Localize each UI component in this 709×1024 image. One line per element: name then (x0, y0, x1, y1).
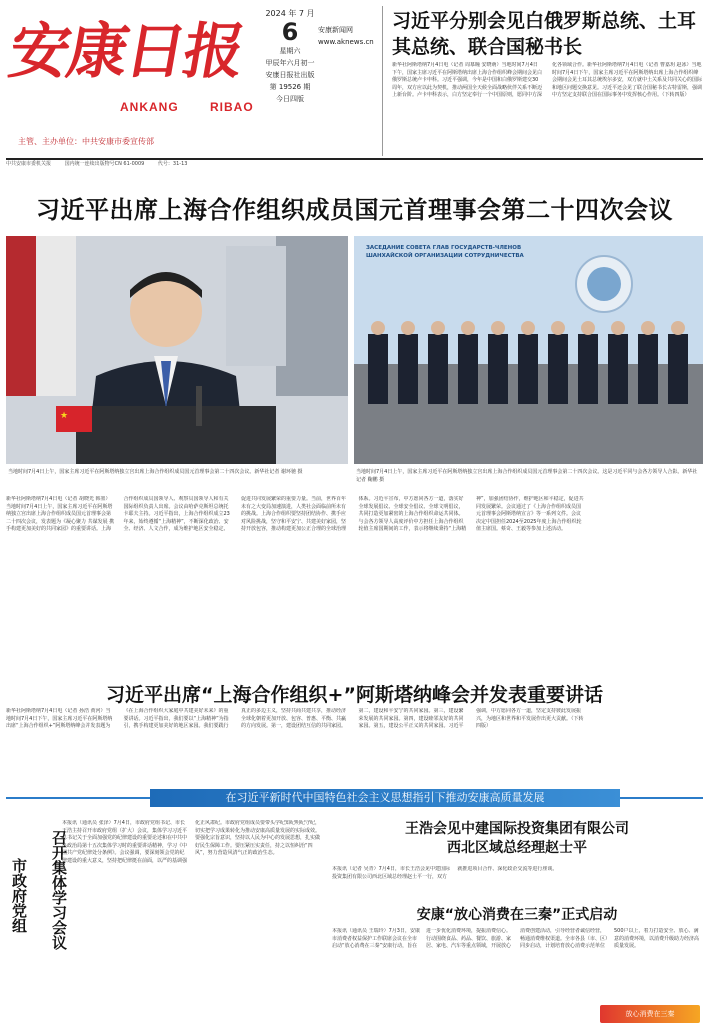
meta-item: 国内统一连续出版物号CN 61-0009 (64, 161, 145, 167)
masthead-slogan: 主管、主办单位：中共安康市委宣传部 (18, 137, 154, 146)
second-headline[interactable]: 习近平出席“上海合作组织+”阿斯塔纳峰会并发表重要讲话 (106, 684, 603, 706)
photo-leader-speech (6, 236, 348, 464)
publisher-info (318, 10, 374, 48)
story5-headline[interactable]: 安康“放心消费在三秦”正式启动 (416, 907, 618, 923)
meta-bar (6, 158, 703, 168)
second-story-body: 新华社阿斯塔纳7月4日电（记者 孙浩 黄河）当地时间7月4日下午，国家主席习近平在阿斯塔纳出席“上海合作组织+”阿斯塔纳峰会并发表题为《在上海合作组织大家庭中共建美好未来》的重要讲话。习近平指出，我们要以“上海精神”为指引，携手构建更加美好的地区家园。我们要践行真正的多边主义，坚持共商共建共享，推动经济全球化朝着更加开放、包容、普惠、平衡、共赢的方向发展。第一，建设团结互信的共同家园。第二，建设和平安宁的共同家园。第三，建设繁荣发展的共同家园。第四，建设睦邻友好的共同家园。第五，建设公平正义的共同家园。习近平强调，中方愿同各方一道，坚定支持彼此发展振兴，为地区和世界和平发展作出更大贡献。（下转四版） (6, 708, 584, 730)
logo-pinyin-left: ANKANG (120, 100, 179, 114)
story5-body: 本报讯（通讯员 王瑞玲）7月3日，安康市消费者权益保护工作联席会议在全市启动“放心消费在三秦”安康行动，旨在进一步优化消费环境，提振消费信心。行动围绕食品、药品、餐饮、旅游、家居、家电、汽车等重点领域，开展放心消费创建活动，引导经营者诚信经营，畅通消费维权渠道。全市各县（市、区）同步启动，计划培育放心消费示范单位500户以上，着力打造安全、放心、满意的消费环境，以消费升级助力经济高质量发展。 (332, 928, 700, 950)
story3-headline[interactable]: 召开集体学习会议 (50, 830, 68, 950)
logo-calligraphy: 安康日报 (3, 17, 249, 87)
story4-title-line2: 西北区域总经理赵士平 (447, 840, 587, 856)
newspaper-logo (3, 6, 260, 116)
date-year-month: 2024 年 7 月 (265, 9, 315, 18)
meta-item: 代号：31-13 (157, 161, 188, 167)
top-story-headline[interactable]: 习近平分别会见白俄罗斯总统、土耳其总统、联合国秘书长 (392, 10, 697, 58)
photo-group-illustration (354, 236, 703, 464)
lead-story-body: 新华社阿斯塔纳7月4日电（记者 胡晓光 韩墨）当地时间7月4日上午，国家主席习近平在阿斯塔纳独立宫出席上海合作组织成员国元首理事会第二十四次会议，发表题为《凝心聚力 共谋发展 携手构建更加美好的共同家园》的重要讲话。上海合作组织成员国领导人、观察员国领导人和有关国际组织负责人出席。会议由哈萨克斯坦总统托卡耶夫主持。习近平指出，上海合作组织成立23年来，始终遵循“上海精神”，不断深化政治、安全、经济、人文合作，成为维护地区安全稳定、促进共同发展繁荣的重要力量。当前，世界百年未有之大变局加速演进，人类社会面临前所未有的挑战。上海合作组织要坚持团结协作、携手应对风险挑战，坚守和平安宁、共建美好家园，坚持开放包容，推动构建更加公正合理的全球治理体系。习近平宣布，中方愿同各方一道，落实好全球发展倡议、全球安全倡议、全球文明倡议，共同打造更加紧密的上海合作组织命运共同体。与会各方领导人高度评价中方担任上海合作组织轮值主席国期间的工作，表示将继续秉持“上海精神”，加强团结协作，维护地区和平稳定，促进共同发展繁荣。会议通过了《上海合作组织成员国元首理事会阿斯塔纳宣言》等一系列文件。会议决定中国担任2024至2025年度上海合作组织轮值主席国。蔡奇、王毅等参加上述活动。 (6, 496, 584, 533)
story3-body: 本报讯（通讯员 张泽）7月4日，市政府党组书记、市长王浩主持召开市政府党组（扩大）会议，集体学习习近平总书记关于全面加强党的纪律建设的重要论述和在中共中央政治局第十五次集体学习时的重要讲话精神，学习《中国共产党纪律处分条例》。会议强调，要深刻领会党的纪律建设的重大意义，坚持把纪律挺在前面，以严的基调强化正风肃纪。市政府党组成员要带头学纪知纪明纪守纪，切实把学习成果转化为推动安康高质量发展的实际成效。要强化宗旨意识，坚持以人民为中心的发展思想，扎实做好民生保障工作。要压紧压实责任，持之以恒纠治“四风”，努力营造风清气正的政治生态。 (62, 820, 321, 864)
date-lunar: 甲辰年六月初一 (265, 59, 315, 67)
publisher-name: 安康日报社出版 (265, 71, 315, 79)
photo-right-caption: 当地时间7月4日上午，国家主席习近平在阿斯塔纳独立宫出席上海合作组织成员国元首理事会第二十四次会议。这是习近平同与会各方领导人合影。新华社记者 鞠鹏 摄 (356, 469, 698, 483)
site-label: 安康新闻网 (318, 26, 353, 34)
lead-headline[interactable]: 习近平出席上海合作组织成员国元首理事会第二十四次会议 (36, 196, 673, 224)
story4-headline[interactable] (332, 820, 702, 858)
logo-pinyin-right: RIBAO (210, 100, 254, 114)
svg-text:★: ★ (60, 411, 69, 421)
meta-item: 中共安康市委机关报 (6, 161, 52, 167)
photo-leader-illustration (6, 236, 348, 464)
story4-body: 本报讯（记者 吴青）7月4日，市长王浩会见中建国际投资集团有限公司西北区域总经理赵士平一行，双方就推进项目合作、深化政企交流等进行座谈。 (332, 866, 558, 880)
story4-title-line1: 王浩会见中建国际投资集团有限公司 (405, 821, 629, 837)
photo-left-caption: 当地时间7月4日上午，国家主席习近平在阿斯塔纳独立宫出席上海合作组织成员国元首理事会第二十四次会议。新华社记者 谢环驰 摄 (8, 469, 303, 475)
theme-banner: 在习近平新时代中国特色社会主义思想指引下推动安康高质量发展 (150, 789, 620, 807)
photo-group (354, 236, 703, 464)
site-url[interactable]: www.aknews.cn (318, 38, 374, 46)
story3-kicker: 市政府党组 (10, 858, 28, 933)
top-story-body: 新华社阿斯塔纳7月4日电（记者 周慕瞳 安晓萌）当地时间7月4日下午，国家主席习近平在阿斯塔纳出席上海合作组织峰会期间会见白俄罗斯总统卢卡申科。习近平强调，今年是中国和白俄罗斯建交30周年，双方应以此为契机，推动两国全天候全面战略伙伴关系不断迈上新台阶。卢卡申科表示，白方坚定奉行一个中国原则，愿同中方深化各领域合作。新华社阿斯塔纳7月4日电（记者 曹嘉玥 赵冰）当地时间7月4日下午，国家主席习近平在阿斯塔纳出席上海合作组织峰会期间会见土耳其总统埃尔多安，双方就中土关系及共同关心的国际和地区问题交换意见。习近平还会见了联合国秘书长古特雷斯，强调中方坚定支持联合国在国际事务中发挥核心作用。（下转四版） (392, 62, 702, 99)
ad-badge[interactable]: 放心消费在三秦 (600, 1005, 700, 1023)
page-count: 今日四版 (276, 95, 304, 103)
backdrop-text: ЗАСЕДАНИЕ СОВЕТА ГЛАВ ГОСУДАРСТВ-ЧЛЕНОВ ШАНХАЙСКОЙ ОРГАНИЗАЦИИ СОТРУДНИЧЕСТВА (366, 245, 524, 259)
masthead-divider (382, 6, 383, 156)
issue-number: 第 19526 期 (269, 83, 311, 91)
date-box (255, 8, 325, 105)
date-day: 6 (281, 18, 299, 46)
date-weekday: 星期六 (279, 47, 301, 55)
